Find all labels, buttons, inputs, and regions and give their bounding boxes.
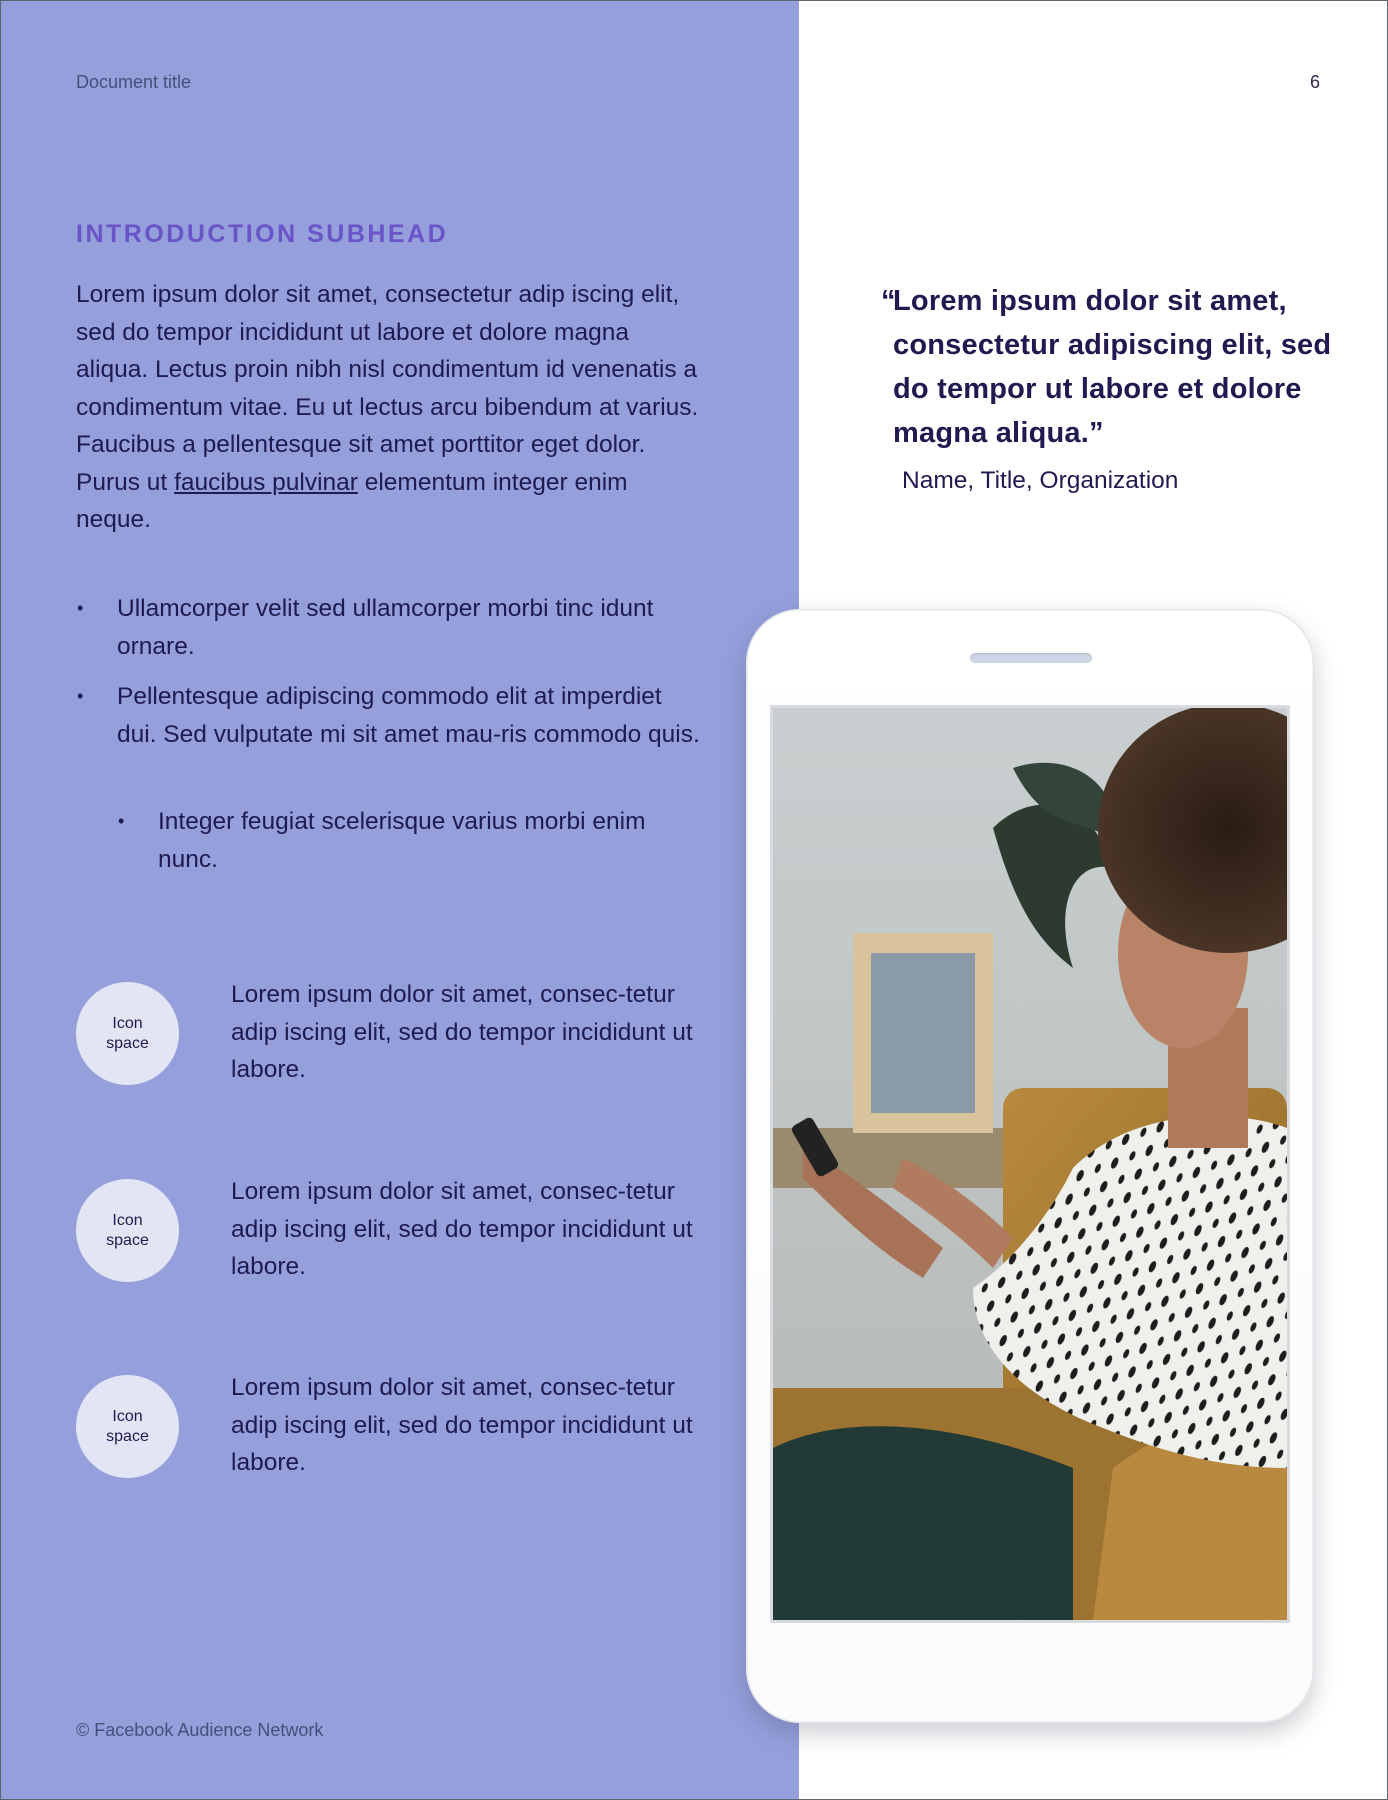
icon-placeholder [76,1179,179,1282]
quote-attribution: Name, Title, Organization [902,467,1179,494]
icon-placeholder [76,1375,179,1478]
photo-picture [871,953,975,1113]
bullet-item [77,678,707,753]
feature-item [76,1369,716,1479]
inline-link[interactable]: faucibus pulvinar [174,468,358,496]
photo-pants [773,1426,1073,1620]
feature-item [76,1173,716,1283]
feature-text: Lorem ipsum dolor sit amet, consec-tetur adip iscing elit, sed do tempor incididunt ut labore. [231,1178,693,1280]
phone-speaker [970,653,1092,663]
feature-item [76,976,716,1086]
phone-screen [770,705,1290,1623]
quote-open-mark: “ [881,285,896,317]
phone-mockup [746,609,1314,1723]
woman-using-phone-photo [773,708,1287,1620]
icon-placeholder-label: Icon space [106,1014,149,1052]
sub-bullet-text: Integer feugiat scelerisque varius morbi enim nunc. [158,808,646,873]
pull-quote [881,279,1353,455]
feature-text: Lorem ipsum dolor sit amet, consec-tetur adip iscing elit, sed do tempor incididunt ut labore. [231,981,693,1083]
sub-bullet-item [118,803,678,878]
icon-placeholder-label: Icon space [106,1211,149,1249]
document-title: Document title [76,72,192,92]
intro-paragraph-text: Lorem ipsum dolor sit amet, consectetur adip iscing elit, sed do tempor incididunt ut labore et dolore magna aliqua. Lectus proin nibh nisl condimentum id venenatis a condimentum vitae. Eu ut lectus arcu bibendum at varius. Faucibus a pellentesque sit amet porttitor eget dolor. Purus ut [76,281,699,496]
bullet-item [77,590,707,665]
bullet-text: Ullamcorper velit sed ullamcorper morbi tinc idunt ornare. [117,595,654,660]
icon-placeholder [76,982,179,1085]
page-number: 6 [1309,72,1320,92]
introduction-subhead: INTRODUCTION SUBHEAD [76,220,449,248]
bullet-dot: • [77,598,84,618]
bullet-dot: • [118,811,125,831]
intro-paragraph [76,276,701,539]
icon-placeholder-label: Icon space [106,1407,149,1445]
intro-paragraph-text-end: elementum integer enim neque. [76,468,628,533]
bullet-text: Pellentesque adipiscing commodo elit at imperdiet dui. Sed vulputate mi sit amet mau-ris commodo quis. [117,683,700,748]
bullet-dot: • [77,686,84,706]
footer-copyright: © Facebook Audience Network [76,1720,324,1740]
quote-text: Lorem ipsum dolor sit amet, consectetur adipiscing elit, sed do tempor ut labore et dolore magna aliqua.” [893,285,1332,449]
feature-text: Lorem ipsum dolor sit amet, consec-tetur adip iscing elit, sed do tempor incididunt ut labore. [231,1374,693,1476]
